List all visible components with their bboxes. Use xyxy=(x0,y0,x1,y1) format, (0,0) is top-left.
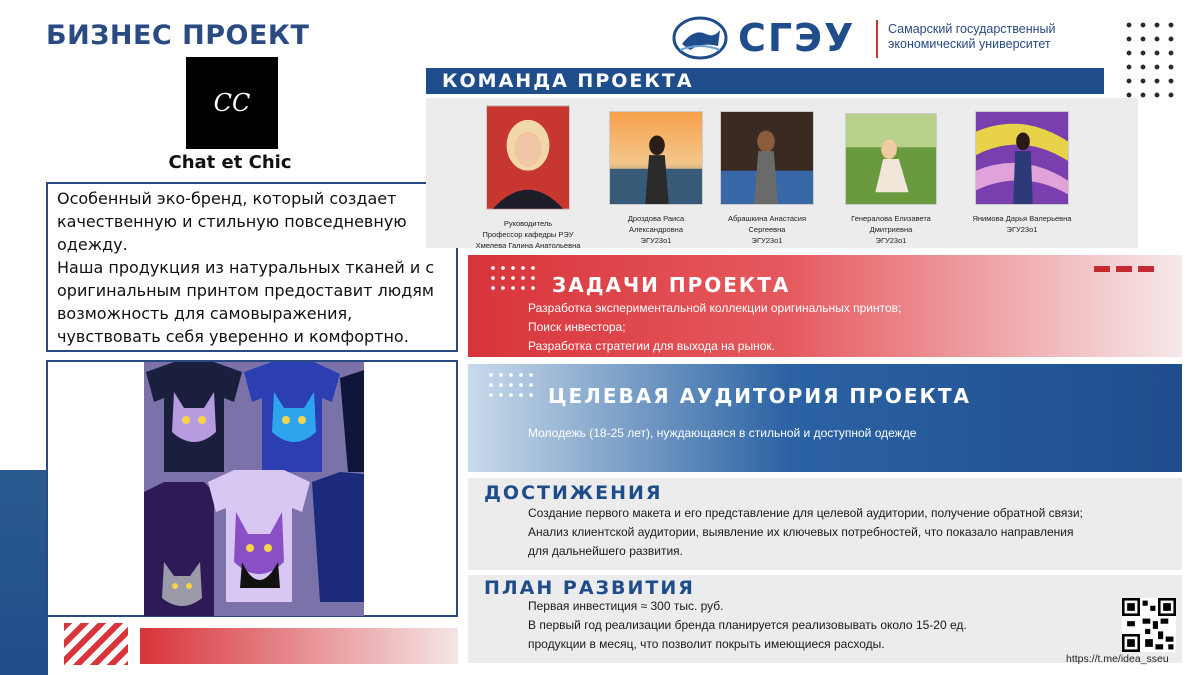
description-line: одежду. xyxy=(57,235,128,254)
logo-text: СГЭУ xyxy=(738,16,856,60)
member-caption xyxy=(952,213,1092,235)
member-caption xyxy=(821,213,961,246)
plan-line: В первый год реализации бренда планируется реализовывать около 15-20 ед. xyxy=(528,618,967,632)
achievement-line: Создание первого макета и его представление для целевой аудитории, получение обратной связи; xyxy=(528,506,1083,520)
red-gradient-bar xyxy=(140,628,458,664)
team-member xyxy=(697,111,837,246)
description-line: Наша продукция из натуральных тканей и с xyxy=(57,258,435,277)
achievement-line: для дальнейшего развития. xyxy=(528,544,684,558)
audience-panel xyxy=(468,364,1182,472)
member-caption-line: ЭГУ23о1 xyxy=(640,236,672,245)
dots-decoration xyxy=(488,263,538,293)
team-title: КОМАНДА ПРОЕКТА xyxy=(442,70,694,92)
dots-decoration xyxy=(486,370,536,400)
brand-description xyxy=(46,182,458,352)
team-header xyxy=(426,68,1104,94)
member-photo xyxy=(975,111,1069,205)
plan-title: ПЛАН РАЗВИТИЯ xyxy=(484,577,695,599)
telegram-link[interactable]: https://t.me/idea_sseu xyxy=(1066,653,1169,665)
page-title: БИЗНЕС ПРОЕКТ xyxy=(46,20,310,51)
member-caption-line: Дроздова Раиса xyxy=(627,214,685,223)
member-caption-line: Профессор кафедры РЭУ xyxy=(482,230,574,239)
university-logo[interactable] xyxy=(672,14,1092,64)
tasks-title: ЗАДАЧИ ПРОЕКТА xyxy=(552,273,791,297)
university-emblem-icon xyxy=(672,16,728,60)
member-photo xyxy=(845,113,937,205)
member-caption-line: Сергеевна xyxy=(748,225,786,234)
task-item: Поиск инвестора; xyxy=(528,320,626,334)
member-photo xyxy=(609,111,703,205)
description-line: возможность для самовыражения, xyxy=(57,304,353,323)
red-stripes-decoration xyxy=(64,623,128,665)
member-caption-line: Хмелева Галина Анатольевна xyxy=(475,241,581,250)
member-caption-line: ЭГУ23о1 xyxy=(1006,225,1038,234)
red-dashes-decoration xyxy=(1094,266,1154,272)
member-caption-line: Дмитриевна xyxy=(869,225,913,234)
member-caption-line: Янимова Дарья Валерьевна xyxy=(972,214,1072,223)
task-item: Разработка стратегии для выхода на рынок. xyxy=(528,339,775,353)
university-name-line: экономический университет xyxy=(888,37,1051,51)
tshirt-collection-image xyxy=(144,362,364,616)
plan-panel xyxy=(468,575,1182,663)
logo-divider xyxy=(876,20,878,58)
member-caption xyxy=(697,213,837,246)
member-caption-line: Абрашкина Анастасия xyxy=(727,214,807,223)
brand-monogram: CC xyxy=(213,89,251,117)
plan-line: продукции в месяц, что позволит покрыть имеющиеся расходы. xyxy=(528,637,885,651)
task-item: Разработка экспериментальной коллекции оригинальных принтов; xyxy=(528,301,902,315)
dot-grid-decoration xyxy=(1122,18,1178,98)
achievement-line: Анализ клиентской аудитории, выявление их ключевых потребностей, что показало направления xyxy=(528,525,1074,539)
achievements-title: ДОСТИЖЕНИЯ xyxy=(484,482,663,504)
member-photo xyxy=(486,105,570,210)
description-line: качественную и стильную повседневную xyxy=(57,212,407,231)
university-name-line: Самарский государственный xyxy=(888,22,1056,36)
team-member xyxy=(821,113,961,246)
description-line: чувствовать себя уверенно и комфортно. xyxy=(57,327,409,346)
tshirt-illustration xyxy=(144,362,364,616)
audience-title: ЦЕЛЕВАЯ АУДИТОРИЯ ПРОЕКТА xyxy=(548,384,971,408)
brand-name: Chat et Chic xyxy=(168,152,292,173)
achievements-panel xyxy=(468,478,1182,570)
plan-line: Первая инвестиция ≈ 300 тыс. руб. xyxy=(528,599,724,613)
description-line: Особенный эко-бренд, который создает xyxy=(57,189,397,208)
member-caption xyxy=(458,218,598,251)
member-caption-line: Александровна xyxy=(629,225,683,234)
member-photo xyxy=(720,111,814,205)
member-caption-line: Руководитель xyxy=(503,219,553,228)
team-member xyxy=(458,105,598,251)
product-image-frame xyxy=(46,360,458,617)
tasks-panel xyxy=(468,255,1182,357)
qr-code-icon[interactable] xyxy=(1122,598,1176,652)
blue-side-decoration xyxy=(0,470,48,675)
member-caption-line: ЭГУ23о1 xyxy=(751,236,783,245)
member-caption-line: Генералова Елизавета xyxy=(851,214,931,223)
university-name xyxy=(888,22,1056,52)
team-panel xyxy=(426,98,1138,248)
brand-logo xyxy=(186,57,278,149)
description-line: оригинальным принтом предоставит людям xyxy=(57,281,434,300)
team-member xyxy=(952,111,1092,235)
audience-text: Молодежь (18-25 лет), нуждающаяся в стильной и доступной одежде xyxy=(528,426,917,440)
member-caption-line: ЭГУ23о1 xyxy=(875,236,907,245)
